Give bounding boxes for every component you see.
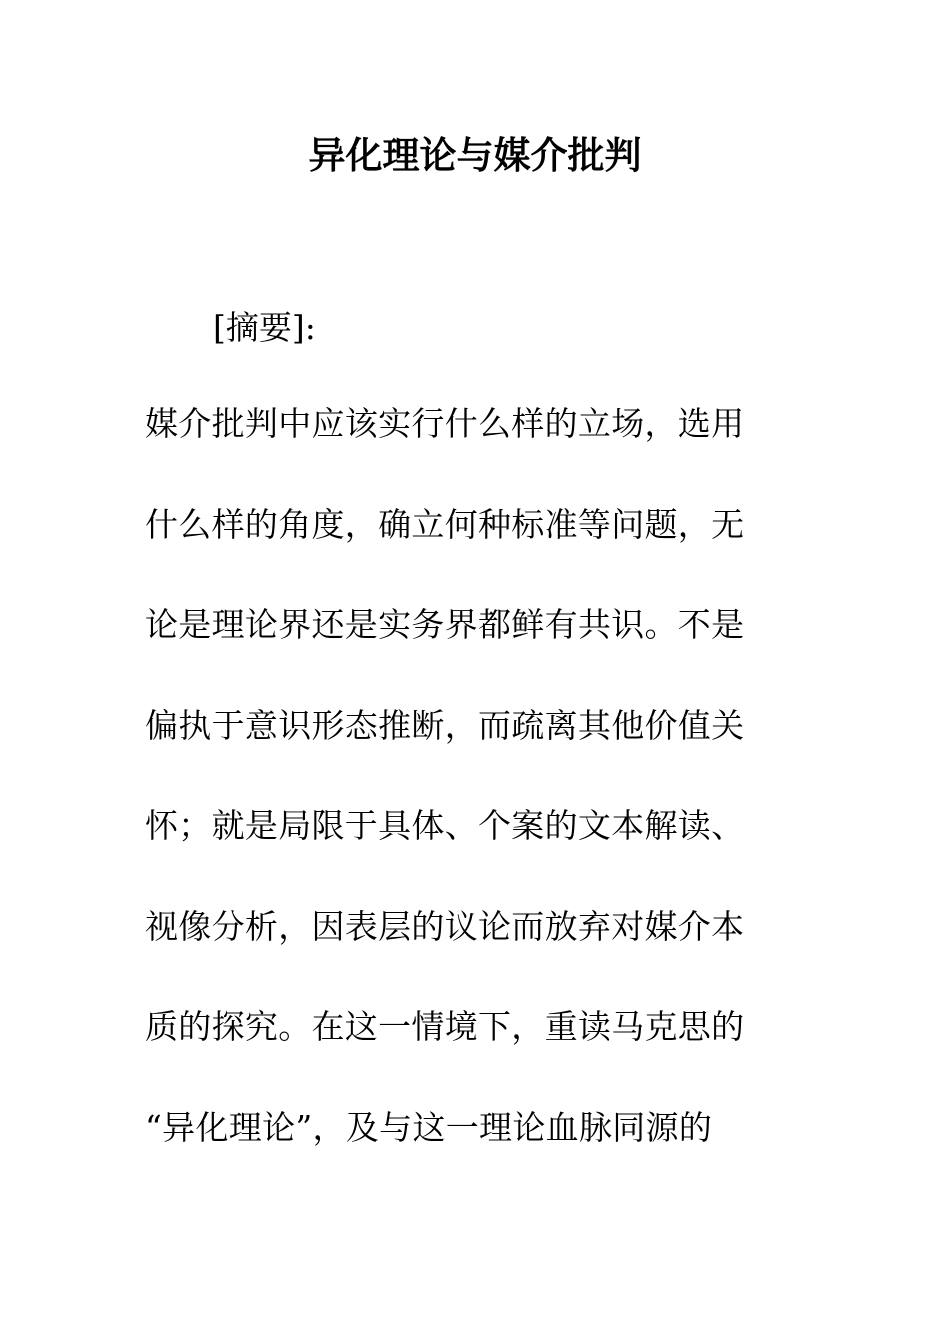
body-line: “异化理论”，及与这一理论血脉同源的 [145,1107,713,1147]
abstract-label: [摘要]: [213,308,316,347]
page-title: 异化理论与媒介批判 [308,133,642,177]
body-line: 什么样的角度，确立何种标准等问题，无 [145,504,745,544]
body-line: 怀；就是局限于具体、个案的文本解读、 [145,806,745,845]
abstract-body [145,394,785,1198]
body-line: 视像分析，因表层的议论而放弃对媒介本 [145,906,745,946]
body-line: 论是理论界还是实务界都鲜有共识。不是 [145,605,745,644]
body-line: 偏执于意识形态推断，而疏离其他价值关 [145,705,745,745]
body-line: 媒介批判中应该实行什么样的立场，选用 [145,404,745,443]
body-line: 质的探究。在这一情境下，重读马克思的 [145,1007,745,1046]
